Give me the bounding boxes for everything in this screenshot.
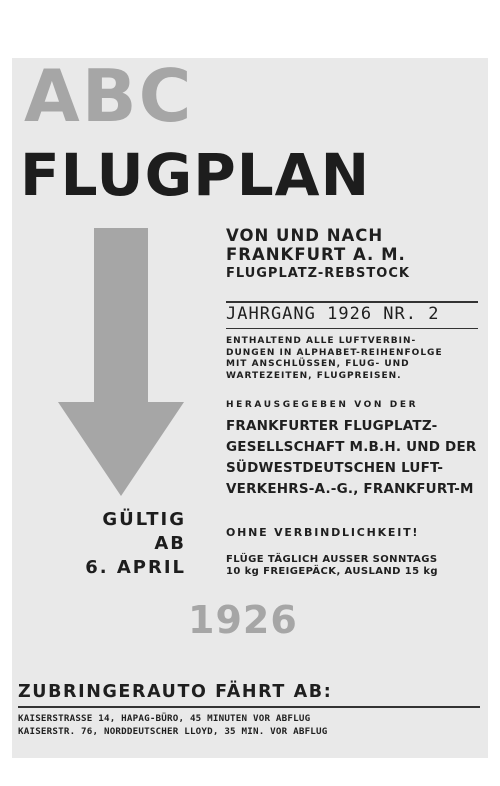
- publisher-line: SÜDWESTDEUTSCHEN LUFT-: [226, 460, 444, 476]
- route-line-2: FRANKFURT A. M.: [226, 245, 406, 264]
- validity-block: [52, 508, 186, 580]
- publisher-line: FRANKFURTER FLUGPLATZ-: [226, 418, 438, 434]
- poster-title: FLUGPLAN: [20, 141, 371, 209]
- contents-line: ENTHALTEND ALLE LUFTVERBIN-: [226, 336, 417, 346]
- contents-description: [226, 336, 478, 382]
- route-heading: [226, 226, 478, 283]
- flight-info: [226, 554, 478, 578]
- publisher-names: [226, 416, 478, 500]
- publisher-line: GESELLSCHAFT M.B.H. UND DER: [226, 439, 477, 455]
- year-label: 1926: [188, 598, 298, 642]
- poster-page: [12, 54, 488, 758]
- divider: [18, 706, 480, 708]
- shuttle-line: KAISERSTRASSE 14, HAPAG-BÜRO, 45 MINUTEN VOR ABFLUG: [18, 713, 311, 724]
- jahrgang-label: JAHRGANG 1926 NR. 2: [226, 304, 440, 324]
- divider: [226, 328, 478, 329]
- contents-line: MIT ANSCHLÜSSEN, FLUG- UND: [226, 359, 410, 369]
- publisher-intro: HERAUSGEGEBEN VON DER: [226, 400, 419, 410]
- brand-abc: ABC: [24, 54, 194, 138]
- validity-line-1: GÜLTIG: [102, 509, 186, 530]
- contents-line: WARTEZEITEN, FLUGPREISEN.: [226, 370, 402, 381]
- shuttle-addresses: [18, 712, 482, 738]
- contents-line: DUNGEN IN ALPHABET-REIHENFOLGE: [226, 347, 443, 358]
- validity-line-3: 6. APRIL: [85, 557, 186, 578]
- flight-info-line: 10 kg FREIGEPÄCK, AUSLAND 15 kg: [226, 566, 438, 577]
- route-line-1: VON UND NACH: [226, 226, 384, 245]
- shuttle-line: KAISERSTR. 76, NORDDEUTSCHER LLOYD, 35 MIN. VOR ABFLUG: [18, 726, 328, 737]
- publisher-line: VERKEHRS-A.-G., FRANKFURT-M: [226, 481, 474, 497]
- divider: [226, 301, 478, 303]
- route-line-3: FLUGPLATZ-REBSTOCK: [226, 266, 410, 281]
- down-arrow-icon: [56, 228, 186, 500]
- flight-info-line: FLÜGE TÄGLICH AUSSER SONNTAGS: [226, 554, 438, 565]
- disclaimer: OHNE VERBINDLICHKEIT!: [226, 526, 420, 539]
- validity-line-2: AB: [154, 533, 186, 554]
- shuttle-heading: ZUBRINGERAUTO FÄHRT AB:: [18, 682, 333, 702]
